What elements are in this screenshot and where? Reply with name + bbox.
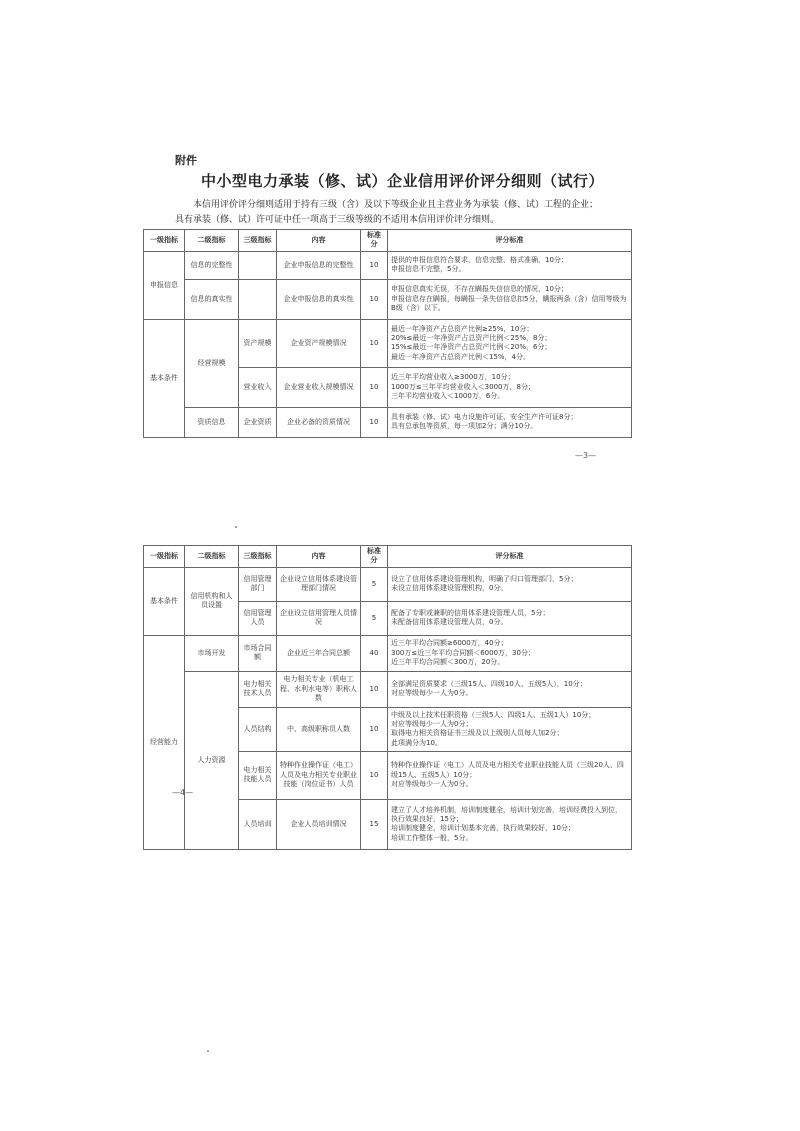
criteria-line: 近三年平均合同额≥6000万，40分； (391, 639, 508, 648)
criteria-line: 对应等级每少一人为0分。 (391, 780, 473, 789)
level-1-cell: 申报信息 (144, 251, 185, 319)
header-content: 内容 (277, 230, 361, 252)
intro-line-1: 本信用评价评分细则适用于持有三级（含）及以下等级企业且主营业务为承装（修、试）工程的企业； (193, 200, 599, 210)
criteria-line: 近三年平均合同额＜300万，20分。 (391, 658, 505, 667)
criteria-cell (388, 601, 632, 635)
table-row (144, 671, 632, 707)
level-2-cell: 信用机构和人员设置 (185, 567, 239, 635)
criteria-line: 中级及以上技术任职资格（三级5人、四级1人、五级1人）10分； (391, 710, 596, 719)
content-cell: 企业设立信用管理人员情况 (277, 601, 361, 635)
table-row (144, 635, 632, 671)
criteria-line: 建立了人才培养机制，培训制度健全，培训计划完善，培训经费投入到位，执行效果良好，15分； (391, 805, 622, 823)
level-2-cell: 经营规模 (185, 319, 239, 407)
criteria-line: 全部满足资质要求（三级15人、四级10人、五级5人），10分； (391, 679, 587, 688)
level-3-cell: 信用管理人员 (239, 601, 277, 635)
criteria-line: 提供的申报信息符合要求，信息完整、格式准确，10分； (391, 255, 568, 264)
criteria-cell (388, 751, 632, 799)
table-header-row (144, 230, 632, 252)
document-title: 中小型电力承装（修、试）企业信用评价评分细则（试行） (200, 172, 604, 190)
level-2-cell: 人力资源 (185, 671, 239, 849)
criteria-line: 具有总承包等资质，每一项加2分；满分10分。 (391, 422, 538, 431)
content-cell: 企业申报信息的完整性 (277, 251, 361, 279)
criteria-line: 最近一年净资产占总资产比例＜15%，4分。 (391, 352, 531, 361)
criteria-line: 具有承装（修、试）电力设施许可证、安全生产许可证8分； (391, 412, 578, 421)
score-cell: 40 (361, 635, 388, 671)
page-number: —3— (575, 451, 597, 460)
criteria-cell (388, 799, 632, 849)
scan-speck (235, 526, 237, 528)
score-cell: 10 (361, 671, 388, 707)
criteria-line: 培训工作整体一般，5分。 (391, 833, 473, 842)
criteria-line: 对应等级每少一人为0分； (391, 719, 473, 728)
level-3-cell: 电力相关技能人员 (239, 751, 277, 799)
criteria-line: 最近一年净资产占总资产比例≥25%，10分； (391, 324, 534, 333)
header-level-1: 一级指标 (144, 230, 185, 252)
criteria-cell (388, 567, 632, 601)
score-cell: 10 (361, 707, 388, 751)
table-header-row (144, 546, 632, 568)
score-cell: 10 (361, 279, 388, 319)
level-3-cell (239, 279, 277, 319)
criteria-cell (388, 707, 632, 751)
content-cell: 企业近三年合同总额 (277, 635, 361, 671)
criteria-cell (388, 407, 632, 437)
score-cell: 10 (361, 407, 388, 437)
criteria-line: 取得电力相关资格证书三级及以上级别人员每人加2分； (391, 729, 564, 738)
level-2-cell: 市场开发 (185, 635, 239, 671)
score-cell: 5 (361, 567, 388, 601)
score-cell: 15 (361, 799, 388, 849)
criteria-line: 300万≤近三年平均合同额＜6000万，30分； (391, 648, 535, 657)
criteria-line: 20%≤最近一年净资产占总资产比例＜25%，8分； (391, 333, 552, 342)
table-row (144, 251, 632, 279)
scan-speck (207, 1050, 209, 1052)
header-content: 内容 (277, 546, 361, 568)
criteria-line: 特种作业操作证（电工）人员及电力相关专业职业技能人员（三级20人、四级15人、五级5人）10分； (391, 761, 624, 779)
criteria-cell (388, 251, 632, 279)
content-cell: 企业设立信用体系建设管理部门情况 (277, 567, 361, 601)
header-level-3: 三级指标 (239, 546, 277, 568)
criteria-cell (388, 367, 632, 407)
level-1-cell: 经营能力 (144, 635, 185, 849)
criteria-cell (388, 279, 632, 319)
level-2-cell: 信息的完整性 (185, 251, 239, 279)
level-1-cell: 基本条件 (144, 567, 185, 635)
level-3-cell: 电力相关技术人员 (239, 671, 277, 707)
level-3-cell: 信用管理部门 (239, 567, 277, 601)
level-3-cell: 资产规模 (239, 319, 277, 367)
criteria-line: 培训制度健全，培训计划基本完善，执行效果较好，10分； (391, 824, 575, 833)
criteria-cell (388, 319, 632, 367)
score-cell: 10 (361, 319, 388, 367)
content-cell: 企业申报信息的真实性 (277, 279, 361, 319)
header-score: 标准分 (361, 230, 388, 252)
content-cell: 企业资产规模情况 (277, 319, 361, 367)
criteria-line: 申报信息真实无误，不存在瞒报失信信息的情况，10分； (391, 285, 568, 294)
level-3-cell: 市场合同额 (239, 635, 277, 671)
criteria-line: 申报信息不完整，5分。 (391, 265, 466, 274)
criteria-line: 申报信息存在瞒报，每瞒报一条失信信息扣5分，瞒报两条（含）信用等级为B级（含）以下。 (391, 294, 627, 313)
criteria-line: 1000万≤三年平均营业收入＜3000万，8分； (391, 382, 535, 391)
score-cell: 10 (361, 751, 388, 799)
header-level-3: 三级指标 (239, 230, 277, 252)
level-3-cell: 人员培训 (239, 799, 277, 849)
content-cell: 电力相关专业（机电工程、水利水电等）职称人数 (277, 671, 361, 707)
content-cell: 企业人员培训情况 (277, 799, 361, 849)
table-row (144, 279, 632, 319)
score-cell: 10 (361, 367, 388, 407)
criteria-line: 三年平均营业收入＜1000万，6分。 (391, 392, 505, 401)
level-3-cell: 营业收入 (239, 367, 277, 407)
level-3-cell: 人员结构 (239, 707, 277, 751)
header-criteria: 评分标准 (388, 546, 632, 568)
scoring-table-page-3 (143, 229, 632, 438)
table-row (144, 319, 632, 367)
criteria-line: 设立了信用体系建设管理机构，明确了归口管理部门，5分； (391, 574, 578, 583)
criteria-line: 未设立信用体系建设管理机构，0分。 (391, 584, 508, 593)
criteria-line: 15%≤最近一年净资产占总资产比例＜20%，6分； (391, 343, 552, 352)
attachment-label: 附件 (175, 154, 197, 167)
criteria-cell (388, 635, 632, 671)
table-row (144, 407, 632, 437)
header-criteria: 评分标准 (388, 230, 632, 252)
level-3-cell (239, 251, 277, 279)
header-level-2: 二级指标 (185, 546, 239, 568)
score-cell: 10 (361, 251, 388, 279)
content-cell: 企业必备的资质情况 (277, 407, 361, 437)
criteria-line: 此项满分为10。 (391, 738, 442, 747)
level-2-cell: 信息的真实性 (185, 279, 239, 319)
score-cell: 5 (361, 601, 388, 635)
scoring-table-page-4 (143, 545, 632, 850)
page-number: —4— (172, 788, 194, 797)
level-1-cell: 基本条件 (144, 319, 185, 437)
content-cell: 中、高级职称员人数 (277, 707, 361, 751)
header-level-2: 二级指标 (185, 230, 239, 252)
header-level-1: 一级指标 (144, 546, 185, 568)
intro-line-2: 具有承装（修、试）许可证中任一项高于三级等级的不适用本信用评价评分细则。 (175, 215, 500, 225)
level-3-cell: 企业资质 (239, 407, 277, 437)
criteria-line: 配备了专职或兼职的信用体系建设管理人员，5分； (391, 608, 550, 617)
level-2-cell: 资质信息 (185, 407, 239, 437)
criteria-line: 近三年平均营业收入≥3000万，10分； (391, 373, 515, 382)
criteria-line: 对应等级每少一人为0分。 (391, 689, 473, 698)
criteria-cell (388, 671, 632, 707)
content-cell: 特种作业操作证（电工）人员及电力相关专业职业技能（岗位证书）人员 (277, 751, 361, 799)
content-cell: 企业营业收入规模情况 (277, 367, 361, 407)
table-row (144, 567, 632, 601)
criteria-line: 未配备信用体系建设管理人员，0分。 (391, 618, 508, 627)
header-score: 标准分 (361, 546, 388, 568)
